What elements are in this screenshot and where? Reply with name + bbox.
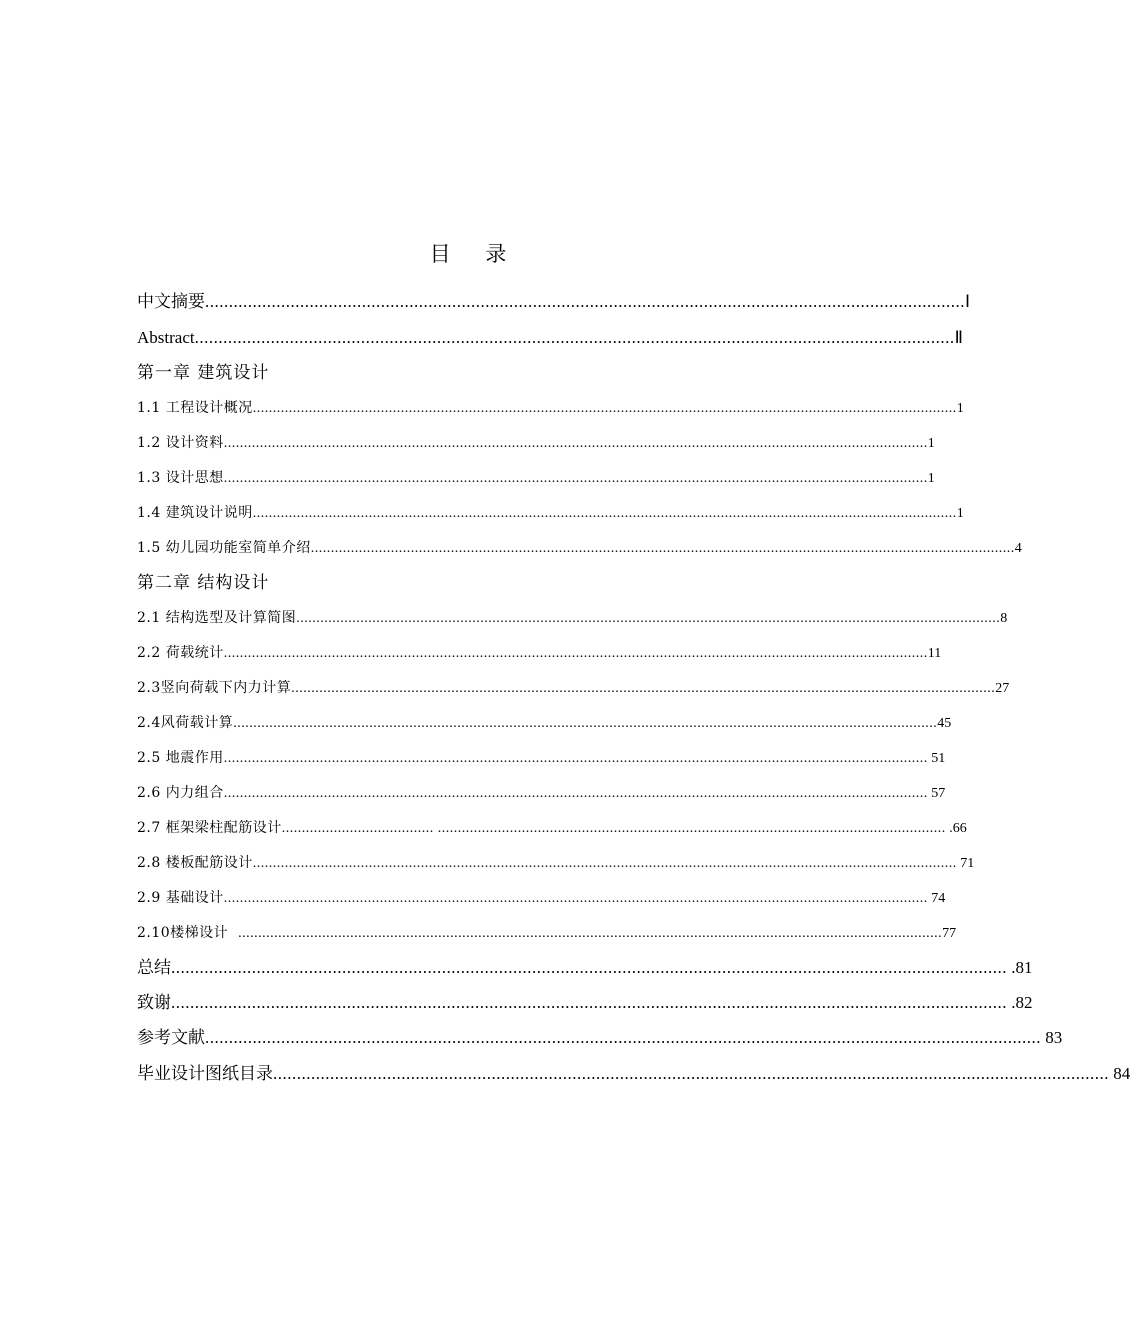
toc-entry-2-5[interactable] bbox=[137, 746, 946, 770]
toc-entry-page: 1 bbox=[927, 471, 935, 486]
leader-dots: ................................................................................................................................................................................ bbox=[205, 1028, 1041, 1047]
toc-entry-references[interactable] bbox=[137, 1026, 1063, 1050]
toc-entry-page: .81 bbox=[1007, 958, 1033, 977]
leader-dots: ................................................................................................................................................................ bbox=[205, 292, 965, 311]
toc-entry-1-1[interactable] bbox=[137, 396, 964, 420]
leader-dots: ................................................................................................................................................................................ bbox=[233, 716, 938, 731]
leader-dots: ................................................................................................................................................................................ bbox=[252, 856, 957, 871]
toc-entry-1-2[interactable] bbox=[137, 431, 935, 455]
toc-entry-2-8[interactable] bbox=[137, 851, 975, 875]
toc-entry-label: 2.3竖向荷载下内力计算 bbox=[137, 680, 292, 696]
toc-entry-page: 1 bbox=[927, 436, 935, 451]
toc-entry-2-7[interactable] bbox=[137, 816, 967, 840]
toc-entry-label: 1.4 建筑设计说明 bbox=[137, 505, 253, 521]
leader-dots: ................................................................................................................................................................................ bbox=[252, 401, 957, 416]
leader-dots: ................................................................................................................................................................................ bbox=[291, 681, 996, 696]
toc-entry-page: 74 bbox=[927, 891, 946, 906]
toc-entry-page: 71 bbox=[956, 856, 975, 871]
toc-entry-label: 1.3 设计思想 bbox=[137, 470, 224, 486]
toc-entry-page: 51 bbox=[927, 751, 946, 766]
leader-dots: ................................................................................................................................................................................ bbox=[171, 958, 1007, 977]
toc-entry-2-6[interactable] bbox=[137, 781, 946, 805]
leader-dots: ................................................................................................................................................................................ bbox=[223, 751, 928, 766]
toc-chapter-label: 第一章 建筑设计 bbox=[137, 363, 270, 383]
toc-entry-page: 8 bbox=[1000, 611, 1008, 626]
toc-entry-page: 77 bbox=[942, 926, 957, 941]
toc-entry-page: 45 bbox=[937, 716, 952, 731]
leader-dots: ................................................................................................................................................................................ bbox=[223, 786, 928, 801]
toc-entry-2-4[interactable] bbox=[137, 711, 952, 735]
leader-dots: ................................................................................................................................................................................ bbox=[223, 891, 928, 906]
toc-entry-label: 2.7 框架梁柱配筋设计 bbox=[137, 820, 282, 836]
leader-dots: ................................................................................................................................................................ bbox=[194, 328, 955, 347]
toc-entry-page: 1 bbox=[956, 401, 964, 416]
toc-entry-label: 2.6 内力组合 bbox=[137, 785, 224, 801]
toc-entry-label: 1.1 工程设计概况 bbox=[137, 400, 253, 416]
leader-dots: ................................................................................................................................................................................ bbox=[296, 611, 1001, 626]
toc-entry-page: 57 bbox=[927, 786, 946, 801]
toc-entry-1-3[interactable] bbox=[137, 466, 935, 490]
toc-entry-1-5[interactable] bbox=[137, 536, 1022, 560]
toc-entry-label: 2.8 楼板配筋设计 bbox=[137, 855, 253, 871]
leader-dots: ................................................................................................................................................................................ bbox=[223, 646, 928, 661]
toc-entry-page: 83 bbox=[1041, 1028, 1063, 1047]
leader-dots: ................................................................................................................................................................................ bbox=[171, 993, 1007, 1012]
toc-entry-label: 2.2 荷载统计 bbox=[137, 645, 224, 661]
toc-entry-2-3[interactable] bbox=[137, 676, 1010, 700]
leader-dots: ................................................................................................................................................................................ bbox=[223, 436, 928, 451]
toc-chapter-1[interactable] bbox=[137, 361, 537, 385]
toc-entry-label: 总结 bbox=[137, 958, 171, 978]
leader-dots: ................................................................................................................................................................................ bbox=[252, 506, 957, 521]
toc-entry-label: 毕业设计图纸目录 bbox=[137, 1064, 273, 1084]
toc-chapter-label: 第二章 结构设计 bbox=[137, 573, 270, 593]
toc-entry-page: .82 bbox=[1007, 993, 1033, 1012]
leader-dots: ................................................................................................................................................................................ bbox=[238, 926, 943, 941]
toc-entry-label: 中文摘要 bbox=[137, 292, 205, 312]
toc-entry-label: 2.9 基础设计 bbox=[137, 890, 224, 906]
leader-dots: ...................................... ............................................................................................................................... bbox=[281, 821, 946, 836]
toc-entry-drawings-list[interactable] bbox=[137, 1062, 1130, 1086]
toc-entry-label: 参考文献 bbox=[137, 1028, 205, 1048]
toc-entry-label: Abstract bbox=[137, 328, 195, 347]
toc-entry-page: Ⅱ bbox=[954, 328, 963, 347]
toc-entry-2-9[interactable] bbox=[137, 886, 946, 910]
toc-entry-2-1[interactable] bbox=[137, 606, 1008, 630]
toc-entry-page: .66 bbox=[945, 821, 967, 836]
toc-entry-page: 1 bbox=[956, 506, 964, 521]
toc-chapter-2[interactable] bbox=[137, 571, 537, 595]
toc-entry-page: 84 bbox=[1109, 1064, 1130, 1083]
toc-entry-page: 4 bbox=[1014, 541, 1022, 556]
leader-dots: ................................................................................................................................................................................ bbox=[273, 1064, 1109, 1083]
toc-entry-chinese-abstract[interactable] bbox=[137, 290, 971, 314]
toc-entry-1-4[interactable] bbox=[137, 501, 964, 525]
toc-entry-label: 2.10楼梯设计 bbox=[137, 925, 239, 941]
toc-entry-page: 11 bbox=[927, 646, 942, 661]
toc-entry-abstract[interactable] bbox=[137, 326, 963, 350]
leader-dots: ................................................................................................................................................................................ bbox=[223, 471, 928, 486]
toc-entry-label: 2.1 结构选型及计算简图 bbox=[137, 610, 297, 626]
toc-entry-label: 1.5 幼儿园功能室简单介绍 bbox=[137, 540, 311, 556]
toc-entry-acknowledgements[interactable] bbox=[137, 991, 1033, 1015]
toc-entry-label: 2.5 地震作用 bbox=[137, 750, 224, 766]
toc-entry-summary[interactable] bbox=[137, 956, 1033, 980]
toc-entry-2-10[interactable] bbox=[137, 921, 957, 945]
leader-dots: ................................................................................................................................................................................ bbox=[310, 541, 1015, 556]
toc-entry-page: 27 bbox=[995, 681, 1010, 696]
toc-entry-label: 致谢 bbox=[137, 993, 171, 1013]
toc-entry-2-2[interactable] bbox=[137, 641, 942, 665]
toc-entry-label: 1.2 设计资料 bbox=[137, 435, 224, 451]
page-title: 目 录 bbox=[429, 242, 521, 267]
toc-entry-page: Ⅰ bbox=[965, 292, 971, 311]
toc-entry-label: 2.4风荷载计算 bbox=[137, 715, 234, 731]
